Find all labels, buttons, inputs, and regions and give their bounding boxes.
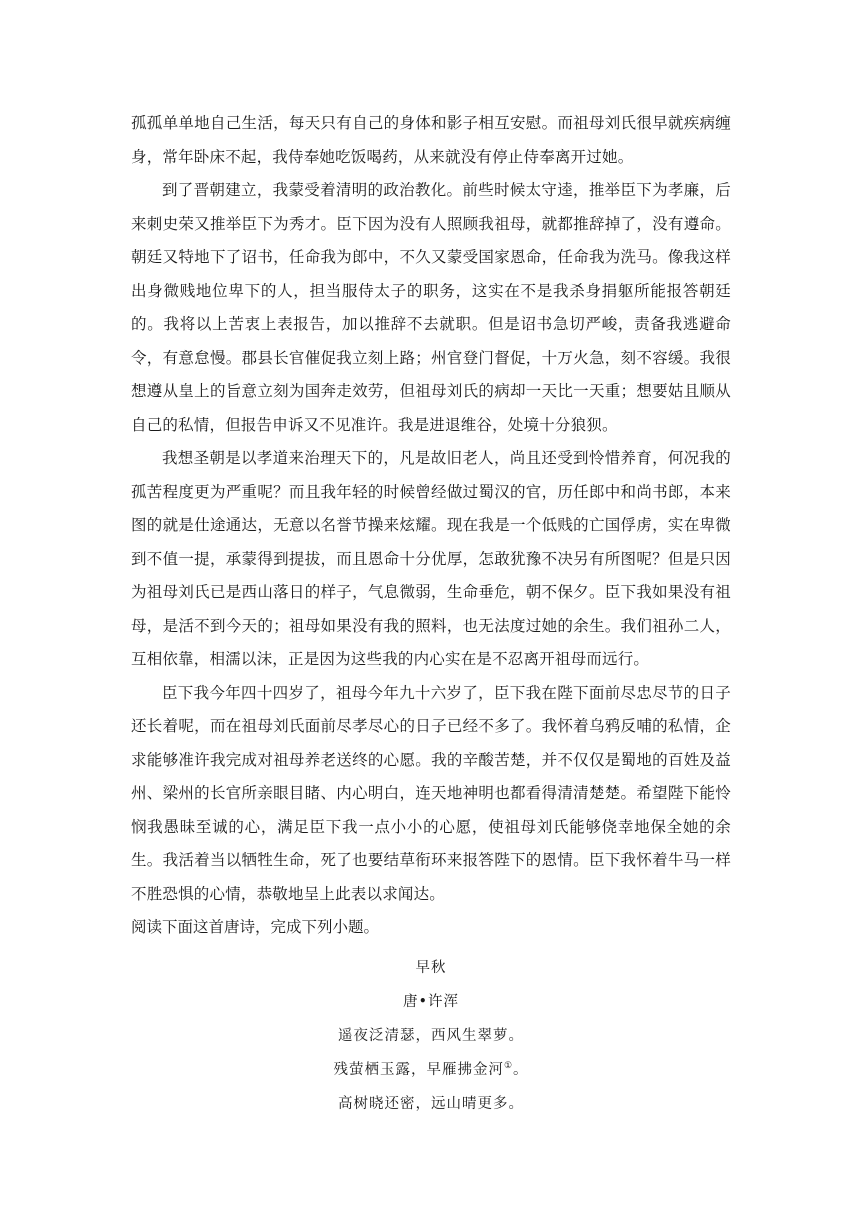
poem-line-1 bbox=[131, 1019, 731, 1053]
paragraph-1: 孤孤单单地自己生活，每天只有自己的身体和影子相互安慰。而祖母刘氏很早就疾病缠身，常年卧床不起，我侍奉她吃饭喝药，从来就没有停止侍奉离开过她。 bbox=[131, 114, 731, 166]
poem bbox=[131, 951, 731, 1121]
document-page bbox=[131, 107, 731, 1121]
paragraph-2: 到了晋朝建立，我蒙受着清明的政治教化。前些时候太守逵，推举臣下为孝廉，后来刺史荣又推举臣下为秀才。臣下因为没有人照顾我祖母，就都推辞掉了，没有遵命。朝廷又特地下了诏书，任命我为郎中，不久又蒙受国家恩命，任命我为洗马。像我这样出身微贱地位卑下的人，担当服侍太子的职务，这实在不是我杀身捐躯所能报答朝廷的。我将以上苦衷上表报告，加以推辞不去就职。但是诏书急切严峻，责备我逃避命令，有意怠慢。郡县长官催促我立刻上路；州官登门督促，十万火急，刻不容缓。我很想遵从皇上的旨意立刻为国奔走效劳，但祖母刘氏的病却一天比一天重；想要姑且顺从自己的私情，但报告申诉又不见准许。我是进退维谷，处境十分狼狈。 bbox=[131, 181, 731, 434]
poem-line-tail: 。 bbox=[513, 1061, 529, 1078]
poem-line-2 bbox=[131, 1053, 731, 1087]
poem-title: 早秋 bbox=[415, 959, 447, 976]
reading-instruction: 阅读下面这首唐诗，完成下列小题。 bbox=[131, 918, 380, 936]
poem-line-text: 遥夜泛清瑟，西风生翠萝。 bbox=[338, 1027, 524, 1044]
poem-author: 唐•许浑 bbox=[402, 993, 460, 1010]
paragraph-4: 臣下我今年四十四岁了，祖母今年九十六岁了，臣下我在陛下面前尽忠尽节的日子还长着呢，而在祖母刘氏面前尽孝尽心的日子已经不多了。我怀着乌鸦反哺的私情，企求能够准许我完成对祖母养老送终的心愿。我的辛酸苦楚，并不仅仅是蜀地的百姓及益州、梁州的长官所亲眼目睹、内心明白，连天地神明也都看得清清楚楚。希望陛下能怜悯我愚昧至诚的心，满足臣下我一点小小的心愿，使祖母刘氏能够侥幸地保全她的余生。我活着当以牺牲生命，死了也要结草衔环来报答陛下的恩情。臣下我怀着牛马一样不胜恐惧的心情，恭敬地呈上此表以求闻达。 bbox=[131, 683, 731, 903]
paragraph-3: 我想圣朝是以孝道来治理天下的，凡是故旧老人，尚且还受到怜惜养育，何况我的孤苦程度更为严重呢？而且我年轻的时候曾经做过蜀汉的官，历任郎中和尚书郎，本来图的就是仕途通达，无意以名誉节操来炫耀。现在我是一个低贱的亡国俘虏，实在卑微到不值一提，承蒙得到提拔，而且恩命十分优厚，怎敢犹豫不决另有所图呢？但是只因为祖母刘氏已是西山落日的样子，气息微弱，生命垂危，朝不保夕。臣下我如果没有祖母，是活不到今天的；祖母如果没有我的照料，也无法度过她的余生。我们祖孙二人，互相依靠，相濡以沫，正是因为这些我的内心实在是不忍离开祖母而远行。 bbox=[131, 449, 731, 668]
footnote-marker: ① bbox=[503, 1060, 514, 1071]
poem-line-3 bbox=[131, 1087, 731, 1121]
poem-line-text: 高树晓还密，远山晴更多。 bbox=[338, 1095, 524, 1112]
poem-line-text: 残萤栖玉露，早雁拂金河 bbox=[333, 1061, 504, 1078]
